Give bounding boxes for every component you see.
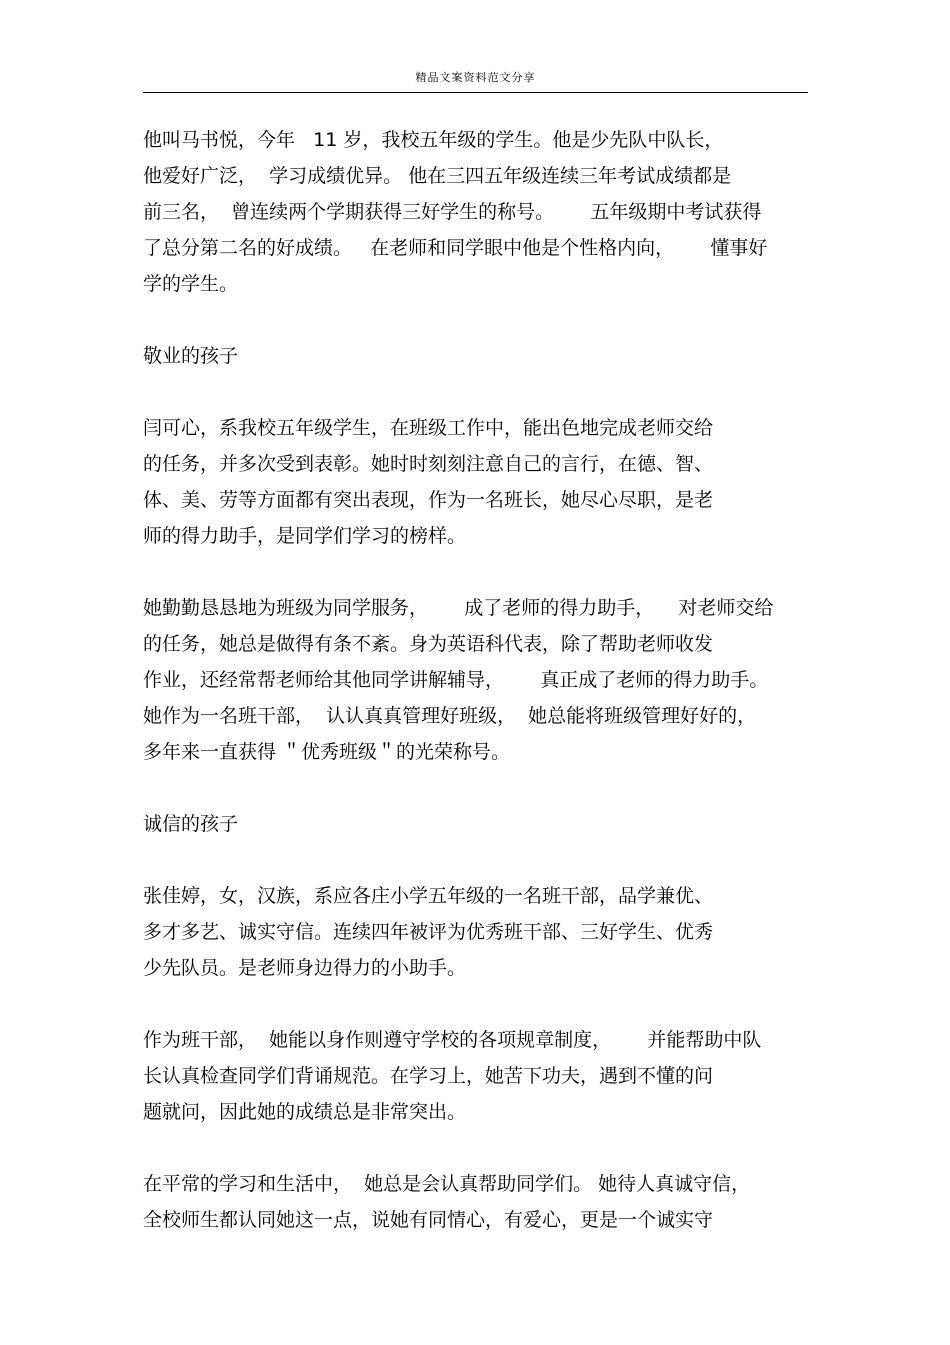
section-heading-dedicated: 敬业的孩子	[143, 345, 239, 367]
text-line: 他叫马书悦，今年 11 岁，我校五年级的学生。他是少先队中队长，	[143, 129, 724, 151]
text-line: 的任务，并多次受到表彰。她时时刻刻注意自己的言行，在德、智、	[143, 453, 714, 475]
text-line: 闫可心，系我校五年级学生，在班级工作中，能出色地完成老师交给	[143, 417, 714, 439]
text-line: 长认真检查同学们背诵规范。在学习上，她苦下功夫，遇到不懂的问	[143, 1065, 714, 1087]
document-body	[143, 122, 808, 1274]
paragraph-zhang-jiating	[143, 878, 808, 986]
text-line: 张佳婷，女，汉族，系应各庄小学五年级的一名班干部，品学兼优、	[143, 885, 714, 907]
section-heading-honest: 诚信的孩子	[143, 813, 239, 835]
text-line: 她作为一名班干部， 认认真真管理好班级， 她总能将班级管理好好的，	[143, 705, 757, 727]
text-line: 了总分第二名的好成绩。 在老师和同学眼中他是个性格内向， 懂事好	[143, 237, 768, 259]
text-line: 题就问，因此她的成绩总是非常突出。	[143, 1101, 467, 1123]
text-line: 全校师生都认同她这一点，说她有同情心，有爱心，更是一个诚实守	[143, 1209, 714, 1231]
paragraph-class-service	[143, 590, 808, 770]
text-line: 她勤勤恳恳地为班级为同学服务， 成了老师的得力助手， 对老师交给	[143, 597, 774, 619]
paragraph-yan-kexin	[143, 410, 808, 554]
page-header	[143, 66, 808, 93]
text-line: 多才多艺、诚实守信。连续四年被评为优秀班干部、三好学生、优秀	[143, 921, 714, 943]
text-line: 作业，还经常帮老师给其他同学讲解辅导， 真正成了老师的得力助手。	[143, 669, 769, 691]
text-line: 多年来一直获得 ＂优秀班级＂的光荣称号。	[143, 741, 511, 763]
text-line: 师的得力助手，是同学们学习的榜样。	[143, 525, 467, 547]
header-title: 精品文案资料范文分享	[415, 71, 536, 84]
text-line: 作为班干部， 她能以身作则遵守学校的各项规章制度， 并能帮助中队	[143, 1029, 762, 1051]
text-line: 学的学生。	[143, 273, 239, 295]
paragraph-class-cadre	[143, 1022, 808, 1130]
text-line: 在平常的学习和生活中， 她总是会认真帮助同学们。 她待人真诚守信，	[143, 1173, 751, 1195]
paragraph-daily-life	[143, 1166, 808, 1238]
text-line: 少先队员。是老师身边得力的小助手。	[143, 957, 467, 979]
text-line: 前三名， 曾连续两个学期获得三好学生的称号。 五年级期中考试获得	[143, 201, 762, 223]
paragraph-ma-shuyue	[143, 122, 808, 302]
text-line: 他爱好广泛， 学习成绩优异。 他在三四五年级连续三年考试成绩都是	[143, 165, 732, 187]
text-line: 体、美、劳等方面都有突出表现，作为一名班长，她尽心尽职，是老	[143, 489, 714, 511]
text-line: 的任务，她总是做得有条不紊。身为英语科代表，除了帮助老师收发	[143, 633, 714, 655]
